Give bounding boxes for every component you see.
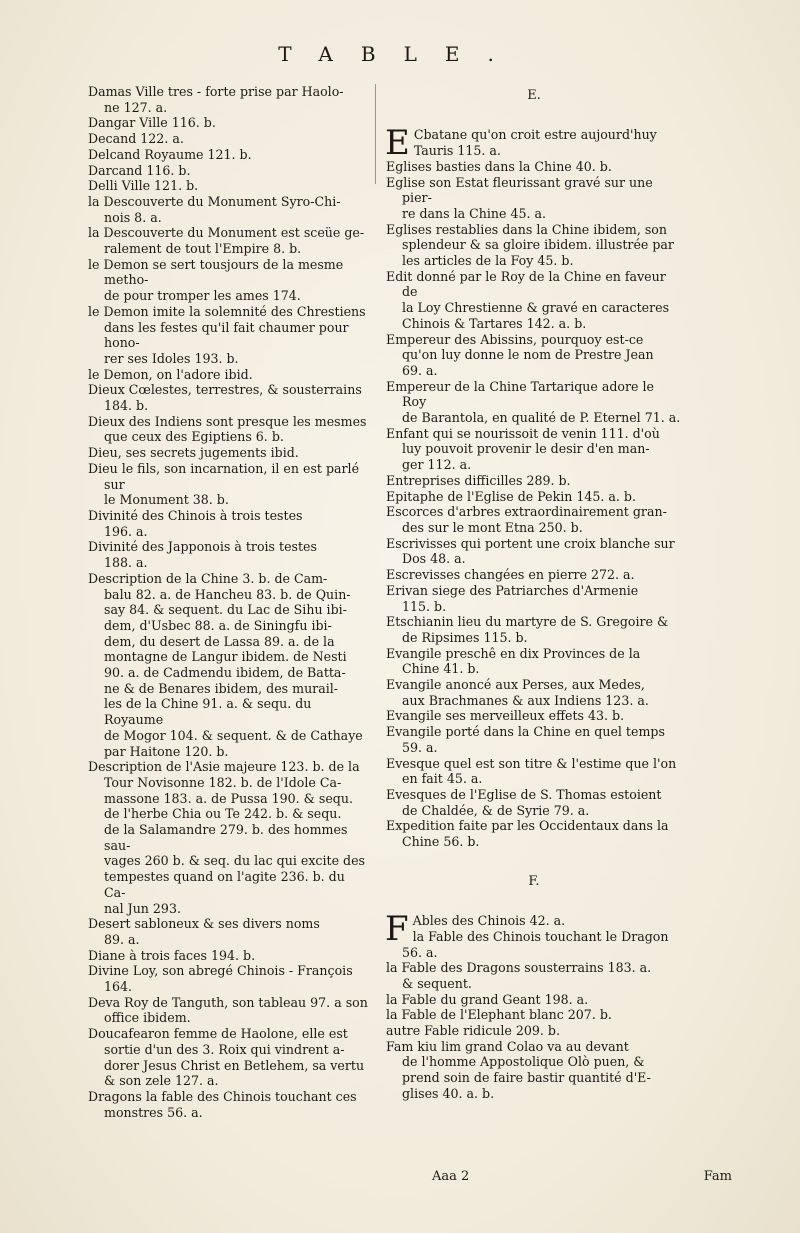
section-heading-e: E. <box>527 88 541 103</box>
index-entry: Dieu, ses secrets jugements ibid. <box>88 445 299 461</box>
index-entry: Doucafearon femme de Haolone, elle est sortie d'un des 3. Roix qui vindrent a- dorer Jesus Christ en Betlehem, sa vertu & son zele 127. a. <box>88 1026 365 1089</box>
index-entry: Divinité des Chinois à trois testes 196. a. <box>88 507 303 539</box>
index-entry: Dangar Ville 116. b. <box>88 115 216 131</box>
index-entry: la Descouverte du Monument est sceüe ge- ralement de tout l'Empire 8. b. <box>88 225 365 257</box>
index-entry: Delcand Royaume 121. b. <box>88 146 252 162</box>
index-entry: Deva Roy de Tanguth, son tableau 97. a son office ibidem. <box>88 994 368 1026</box>
index-entry: Enfant qui se nourissoit de venin 111. d'où luy pouvoit provenir le desir d'en man- ger 112. a. <box>386 425 660 473</box>
index-entry: Description de l'Asie majeure 123. b. de la Tour Novisonne 182. b. de l'Idole Ca- massone 183. a. de Pussa 190. & sequ. de l'herbe Chia ou Te 242. b. & sequ. de la Salamandre 279. b. des hommes sau- vages 260 b. & seq. du lac qui excite des tempestes quand on l'agite 236. b. du Ca- nal Jun 293. <box>88 759 366 916</box>
index-entry: Dieu le fils, son incarnation, il en est parlé sur le Monument 38. b. <box>88 460 360 508</box>
index-entry: Evangile anoncé aux Perses, aux Medes, aux Brachmanes & aux Indiens 123. a. <box>386 677 649 708</box>
drop-cap-f: F <box>385 909 409 950</box>
page-footer <box>432 1169 732 1184</box>
index-entry: Decand 122. a. <box>88 131 184 147</box>
index-entry: Eglise son Estat fleurissant gravé sur une pier- re dans la Chine 45. a. <box>386 174 653 221</box>
index-entry: Evesque quel est son titre & l'estime que l'on en fait 45. a. <box>386 755 677 787</box>
first-entry-text: Ables des Chinois 42. a. la Fable des Chinois touchant le Dragon 56. a. <box>402 913 669 960</box>
index-entry: Evesques de l'Eglise de S. Thomas estoient de Chaldée, & de Syrie 79. a. <box>386 786 662 818</box>
index-entry: Damas Ville tres - forte prise par Haolo- ne 127. a. <box>88 84 344 115</box>
index-entry: autre Fable ridicule 209. b. <box>386 1023 560 1039</box>
catchword: Fam <box>703 1169 732 1184</box>
index-entry: Etschianin lieu du martyre de S. Gregoire & de Ripsimes 115. b. <box>386 614 669 645</box>
index-entry: Eglises basties dans la Chine 40. b. <box>386 158 612 174</box>
index-entry: Darcand 116. b. <box>88 162 191 178</box>
index-entry: Divine Loy, son abregé Chinois - François 164. <box>88 963 353 995</box>
index-entry: la Fable des Dragons sousterrains 183. a. & sequent. <box>386 960 652 991</box>
index-entry: Eglises restablies dans la Chine ibidem, son splendeur & sa gloire ibidem. illustrée par les articles de la Foy 45. b. <box>386 221 674 269</box>
right-column <box>386 84 682 1102</box>
left-column <box>88 84 370 1120</box>
index-entry: Escorces d'arbres extraordinairement gran- des sur le mont Etna 250. b. <box>386 504 667 535</box>
index-entry: la Fable de l'Elephant blanc 207. b. <box>386 1007 612 1023</box>
index-entry: Escrevisses changées en pierre 272. a. <box>386 567 635 583</box>
column-divider <box>375 84 376 184</box>
index-entry: Dieux des Indiens sont presque les mesmes que ceux des Egiptiens 6. b. <box>88 413 367 445</box>
index-entry: Dieux Cœlestes, terrestres, & sousterrains 184. b. <box>88 382 362 414</box>
page-header: TABLE. <box>278 42 522 66</box>
index-entry: Evangile preschê en dix Provinces de la Chine 41. b. <box>386 645 641 677</box>
index-entry: Desert sabloneux & ses divers noms 89. a. <box>88 916 320 947</box>
index-entry: Divinité des Japponois à trois testes 188. a. <box>88 539 317 571</box>
index-entry: Evangile porté dans la Chine en quel temps 59. a. <box>386 724 665 755</box>
index-entry: le Demon se sert tousjours de la mesme metho- de pour tromper les ames 174. <box>88 256 344 304</box>
index-entry: Expedition faite par les Occidentaux dans la Chine 56. b. <box>386 818 669 850</box>
index-entry: Edit donné par le Roy de la Chine en faveur de la Loy Chrestienne & gravé en caracteres Chinois & Tartares 142. a. b. <box>386 268 670 331</box>
index-entry: Epitaphe de l'Eglise de Pekin 145. a. b. <box>386 488 636 504</box>
index-entry: Description de la Chine 3. b. de Cam- balu 82. a. de Hancheu 83. b. de Quin- say 84. & sequent. du Lac de Sihu ibi- dem, d'Usbec 88. a. de Siningfu ibi- dem, du desert de Lassa 89. a. de la montagne de Langur ibidem. de Nesti 90. a. de Cadmendu ibidem, de Batta- ne & de Benares ibidem, des murail- les de la Chine 91. a. & sequ. du Royaume de Mogor 104. & sequent. & de Cathaye par Haitone 120. b. <box>88 570 363 759</box>
index-entry: Dragons la fable des Chinois touchant ces monstres 56. a. <box>88 1089 357 1120</box>
first-entry-text: Cbatane qu'on croit estre aujourd'huy Tauris 115. a. <box>413 127 657 159</box>
index-entry: Diane à trois faces 194. b. <box>88 947 256 963</box>
index-entry: Empereur des Abissins, pourquoy est-ce qu'on luy donne le nom de Prestre Jean 69. a. <box>386 331 654 378</box>
index-entry: Escrivisses qui portent une croix blanche sur Dos 48. a. <box>386 535 675 567</box>
index-entry-first <box>385 112 682 164</box>
index-entry: la Fable du grand Geant 198. a. <box>386 991 589 1007</box>
index-entry: Fam kiu lim grand Colao va au devant de l'homme Appostolique Olò puen, & prend soin de faire bastir quantité d'E- glises 40. a. b. <box>386 1038 651 1101</box>
section-heading-f: F. <box>528 873 540 889</box>
index-entry: Evangile ses merveilleux effets 43. b. <box>386 708 625 724</box>
index-entry: Empereur de la Chine Tartarique adore le Roy de Barantola, en qualité de P. Eternel 71. a. <box>386 378 681 426</box>
index-entry: le Demon, on l'adore ibid. <box>88 366 253 382</box>
index-entry: Delli Ville 121. b. <box>88 178 199 194</box>
index-entry-first <box>386 897 682 960</box>
signature-mark: Aaa 2 <box>432 1169 470 1184</box>
index-entry: Entreprises difficilles 289. b. <box>386 472 571 488</box>
index-entry: le Demon imite la solemnité des Chrestiens dans les festes qu'il fait chaumer pour hono- rer ses Idoles 193. b. <box>88 303 366 366</box>
drop-cap-e: E <box>385 123 410 164</box>
index-entry: Erivan siege des Patriarches d'Armenie 115. b. <box>386 582 639 614</box>
index-entry: la Descouverte du Monument Syro-Chi- nois 8. a. <box>88 193 341 225</box>
